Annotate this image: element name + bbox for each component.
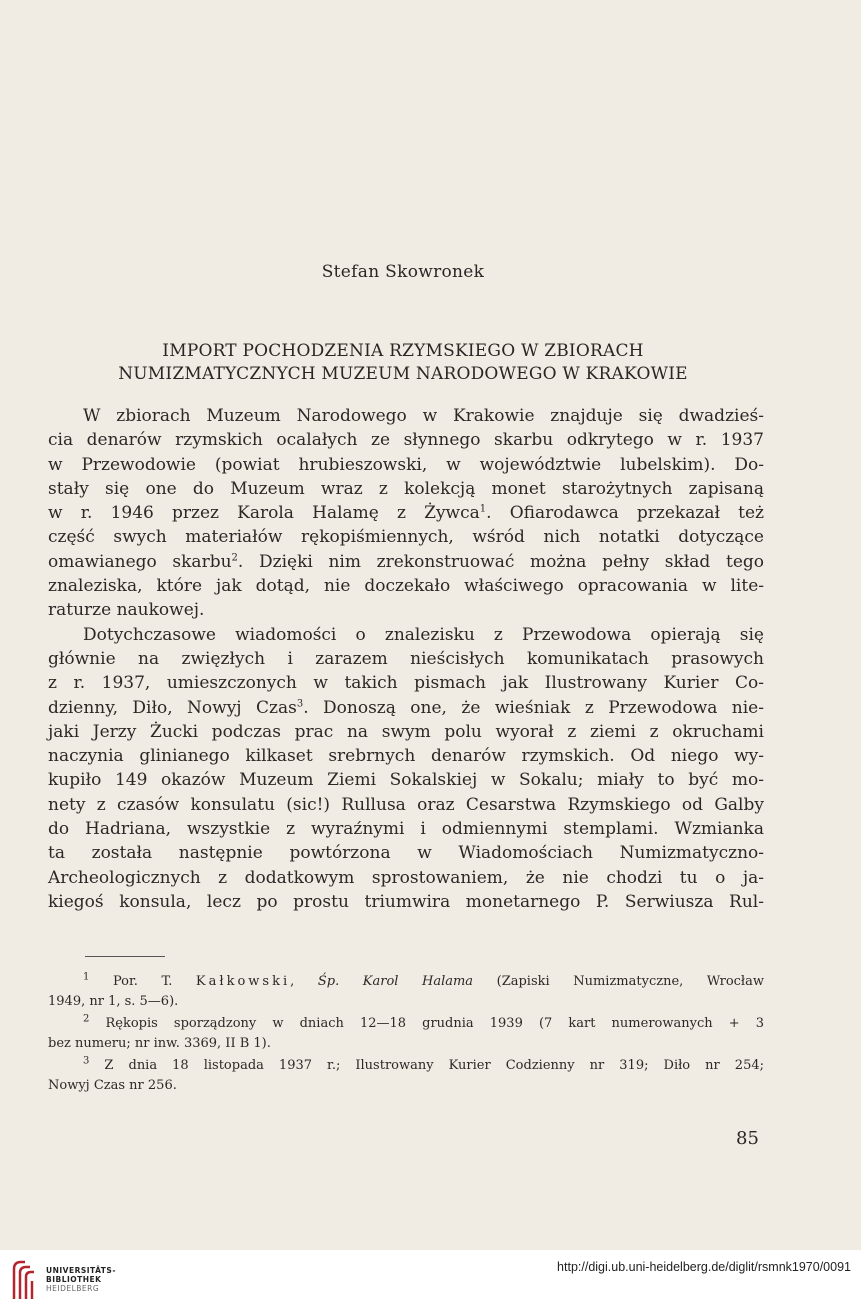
title-line-1: IMPORT POCHODZENIA RZYMSKIEGO W ZBIORACH <box>162 341 644 361</box>
text-line: kupiło 149 okazów Muzeum Ziemi Sokalskiej w Sokalu; miały to być mo- <box>48 770 764 791</box>
text-line: W zbiorach Muzeum Narodowego w Krakowie znajduje się dwadzieś- <box>83 406 764 426</box>
footnote-separator <box>85 956 165 957</box>
footnote-ref[interactable]: 2 <box>231 552 238 564</box>
paragraph-2 <box>48 623 764 915</box>
text-line: część swych materiałów rękopiśmiennych, wśród nich notatki dotyczące <box>48 527 764 548</box>
text-line: głównie na zwięzłych i zarazem nieścisłych komunikatach prasowych <box>48 648 764 669</box>
article-body <box>48 404 764 914</box>
footnote-number: 2 <box>83 1013 90 1025</box>
text-line: Archeologicznych z dodatkowym sprostowaniem, że nie chodzi tu o ja- <box>48 867 764 888</box>
text-line: raturze naukowej. <box>48 600 205 621</box>
digitization-footer <box>0 1250 861 1311</box>
text-line: ta została następnie powtórzona w Wiadomościach Numizmatyczno- <box>48 843 764 864</box>
text-line: Dotychczasowe wiadomości o znalezisku z Przewodowa opierają się <box>83 624 764 645</box>
text-line: znaleziska, które jak dotąd, nie doczekało właściwego opracowania w lite- <box>48 576 764 597</box>
library-name: UNIVERSITÄTS- BIBLIOTHEK HEIDELBERG <box>46 1266 116 1293</box>
text-line: nety z czasów konsulatu (sic!) Rullusa oraz Cesarstwa Rzymskiego od Galby <box>48 794 764 815</box>
page-number: 85 <box>736 1128 759 1149</box>
author-name: Stefan Skowronek <box>321 262 485 282</box>
footnote-ref[interactable]: 1 <box>479 503 487 515</box>
title-line-2: NUMIZMATYCZNYCH MUZEUM NARODOWEGO W KRAKOWIE <box>118 364 688 384</box>
text-line: kiegoś konsula, lecz po prostu triumwira monetarnego P. Serwiusza Rul- <box>48 891 764 912</box>
footnote-number: 1 <box>83 971 90 983</box>
text-line: cia denarów rzymskich ocalałych ze słynnego skarbu odkrytego w r. 1937 <box>48 430 764 451</box>
footnote-3: $^3$ Z dnia 18 listopada 1937 r.; Ilustrowany Kurier Codzienny nr 319; Diło nr 254; Nowyj Czas nr 256. <box>48 1055 764 1093</box>
text-line: omawianego skarbu$^2$. Dzięki nim zrekonstruować można pełny skład tego <box>48 551 764 572</box>
footnote-1: $^1$ Por. T. Kałkowski, Śp. Karol Halama (Zapiski Numizmatyczne, Wrocław 1949, nr 1, s. 5—6). <box>48 971 765 1009</box>
source-url-link[interactable]: http://digi.ub.uni-heidelberg.de/diglit/rsmnk1970/0091 <box>557 1260 851 1274</box>
footnote-number: 3 <box>83 1055 90 1067</box>
text-line: stały się one do Muzeum wraz z kolekcją monet starożytnych zapisaną <box>48 478 764 499</box>
article-title <box>0 340 806 386</box>
footnotes <box>48 972 764 1098</box>
text-line: w r. 1946 przez Karola Halamę z Żywca$^1$. Ofiarodawca przekazał też <box>48 503 764 524</box>
text-line: z r. 1937, umieszczonych w takich pismach jak Ilustrowany Kurier Co- <box>48 673 764 694</box>
university-library-logo-icon <box>9 1259 37 1301</box>
text-line: w Przewodowie (powiat hrubieszowski, w województwie lubelskim). Do- <box>48 454 764 475</box>
text-line: jaki Jerzy Żucki podczas prac na swym polu wyorał z ziemi z okruchami <box>48 721 764 742</box>
text-line: dzienny, Diło, Nowyj Czas$^3$. Donoszą one, że wieśniak z Przewodowa nie- <box>48 697 764 718</box>
text-line: naczynia glinianego kilkaset srebrnych denarów rzymskich. Od niego wy- <box>48 746 764 767</box>
footnote-ref[interactable]: 3 <box>296 697 304 709</box>
paragraph-1 <box>48 404 764 623</box>
text-line: do Hadriana, wszystkie z wyraźnymi i odmiennymi stemplami. Wzmianka <box>48 819 764 840</box>
footnote-2: $^2$ Rękopis sporządzony w dniach 12—18 grudnia 1939 (7 kart numerowanych + 3 bez numeru; nr inw. 3369, II B 1). <box>48 1013 764 1051</box>
